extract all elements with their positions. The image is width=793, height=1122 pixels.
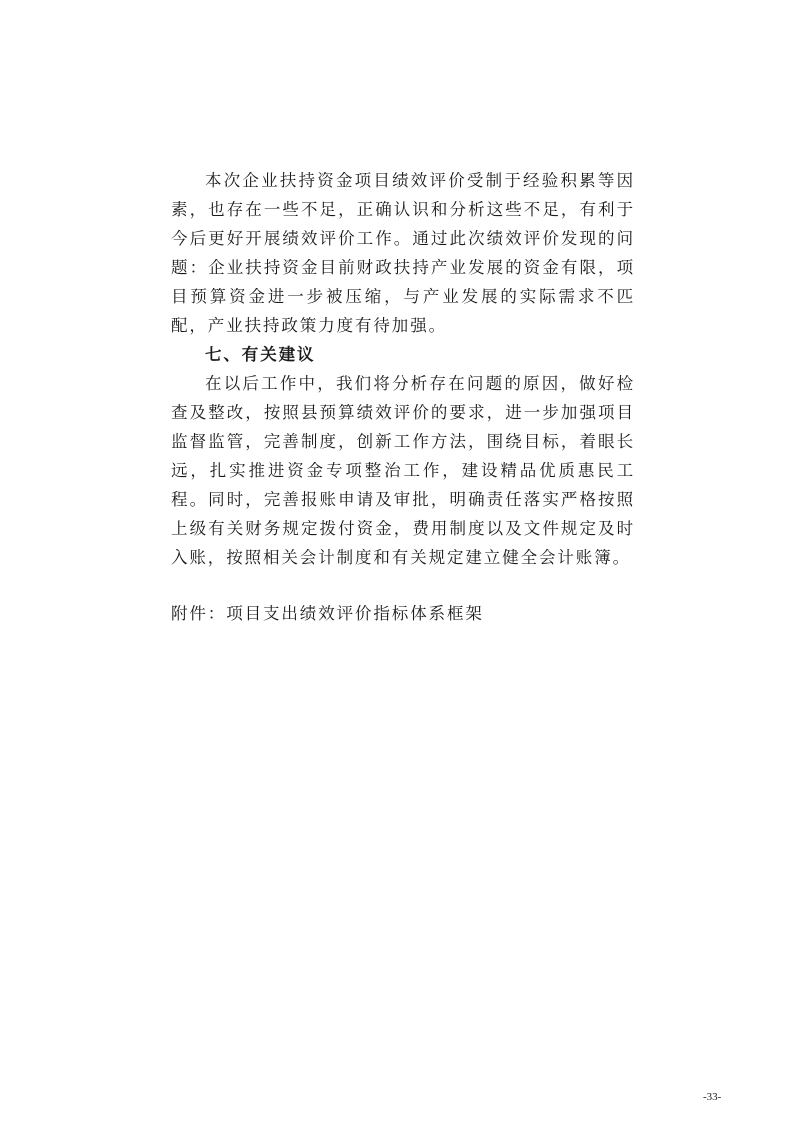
paragraph-evaluation-issues: 本次企业扶持资金项目绩效评价受制于经验积累等因素，也存在一些不足，正确认识和分析这些不足，有利于今后更好开展绩效评价工作。通过此次绩效评价发现的问题：企业扶持资金目前财政扶持产业发展的资金有限，项目预算资金进一步被压缩，与产业发展的实际需求不匹配，产业扶持政策力度有待加强。 bbox=[171, 171, 635, 335]
section-heading-recommendations: 七、有关建议 bbox=[205, 345, 316, 364]
document-body bbox=[171, 166, 635, 628]
attachment-line: 附件：项目支出绩效评价指标体系框架 bbox=[171, 604, 484, 623]
page-number: -33- bbox=[703, 1091, 722, 1103]
paragraph-recommendations: 在以后工作中，我们将分析存在问题的原因，做好检查及整改，按照县预算绩效评价的要求，进一步加强项目监督监管，完善制度，创新工作方法，围绕目标，着眼长远，扎实推进资金专项整治工作，建设精品优质惠民工程。同时，完善报账申请及审批，明确责任落实严格按照上级有关财务规定拨付资金，费用制度以及文件规定及时入账，按照相关会计制度和有关规定建立健全会计账簿。 bbox=[171, 374, 635, 567]
